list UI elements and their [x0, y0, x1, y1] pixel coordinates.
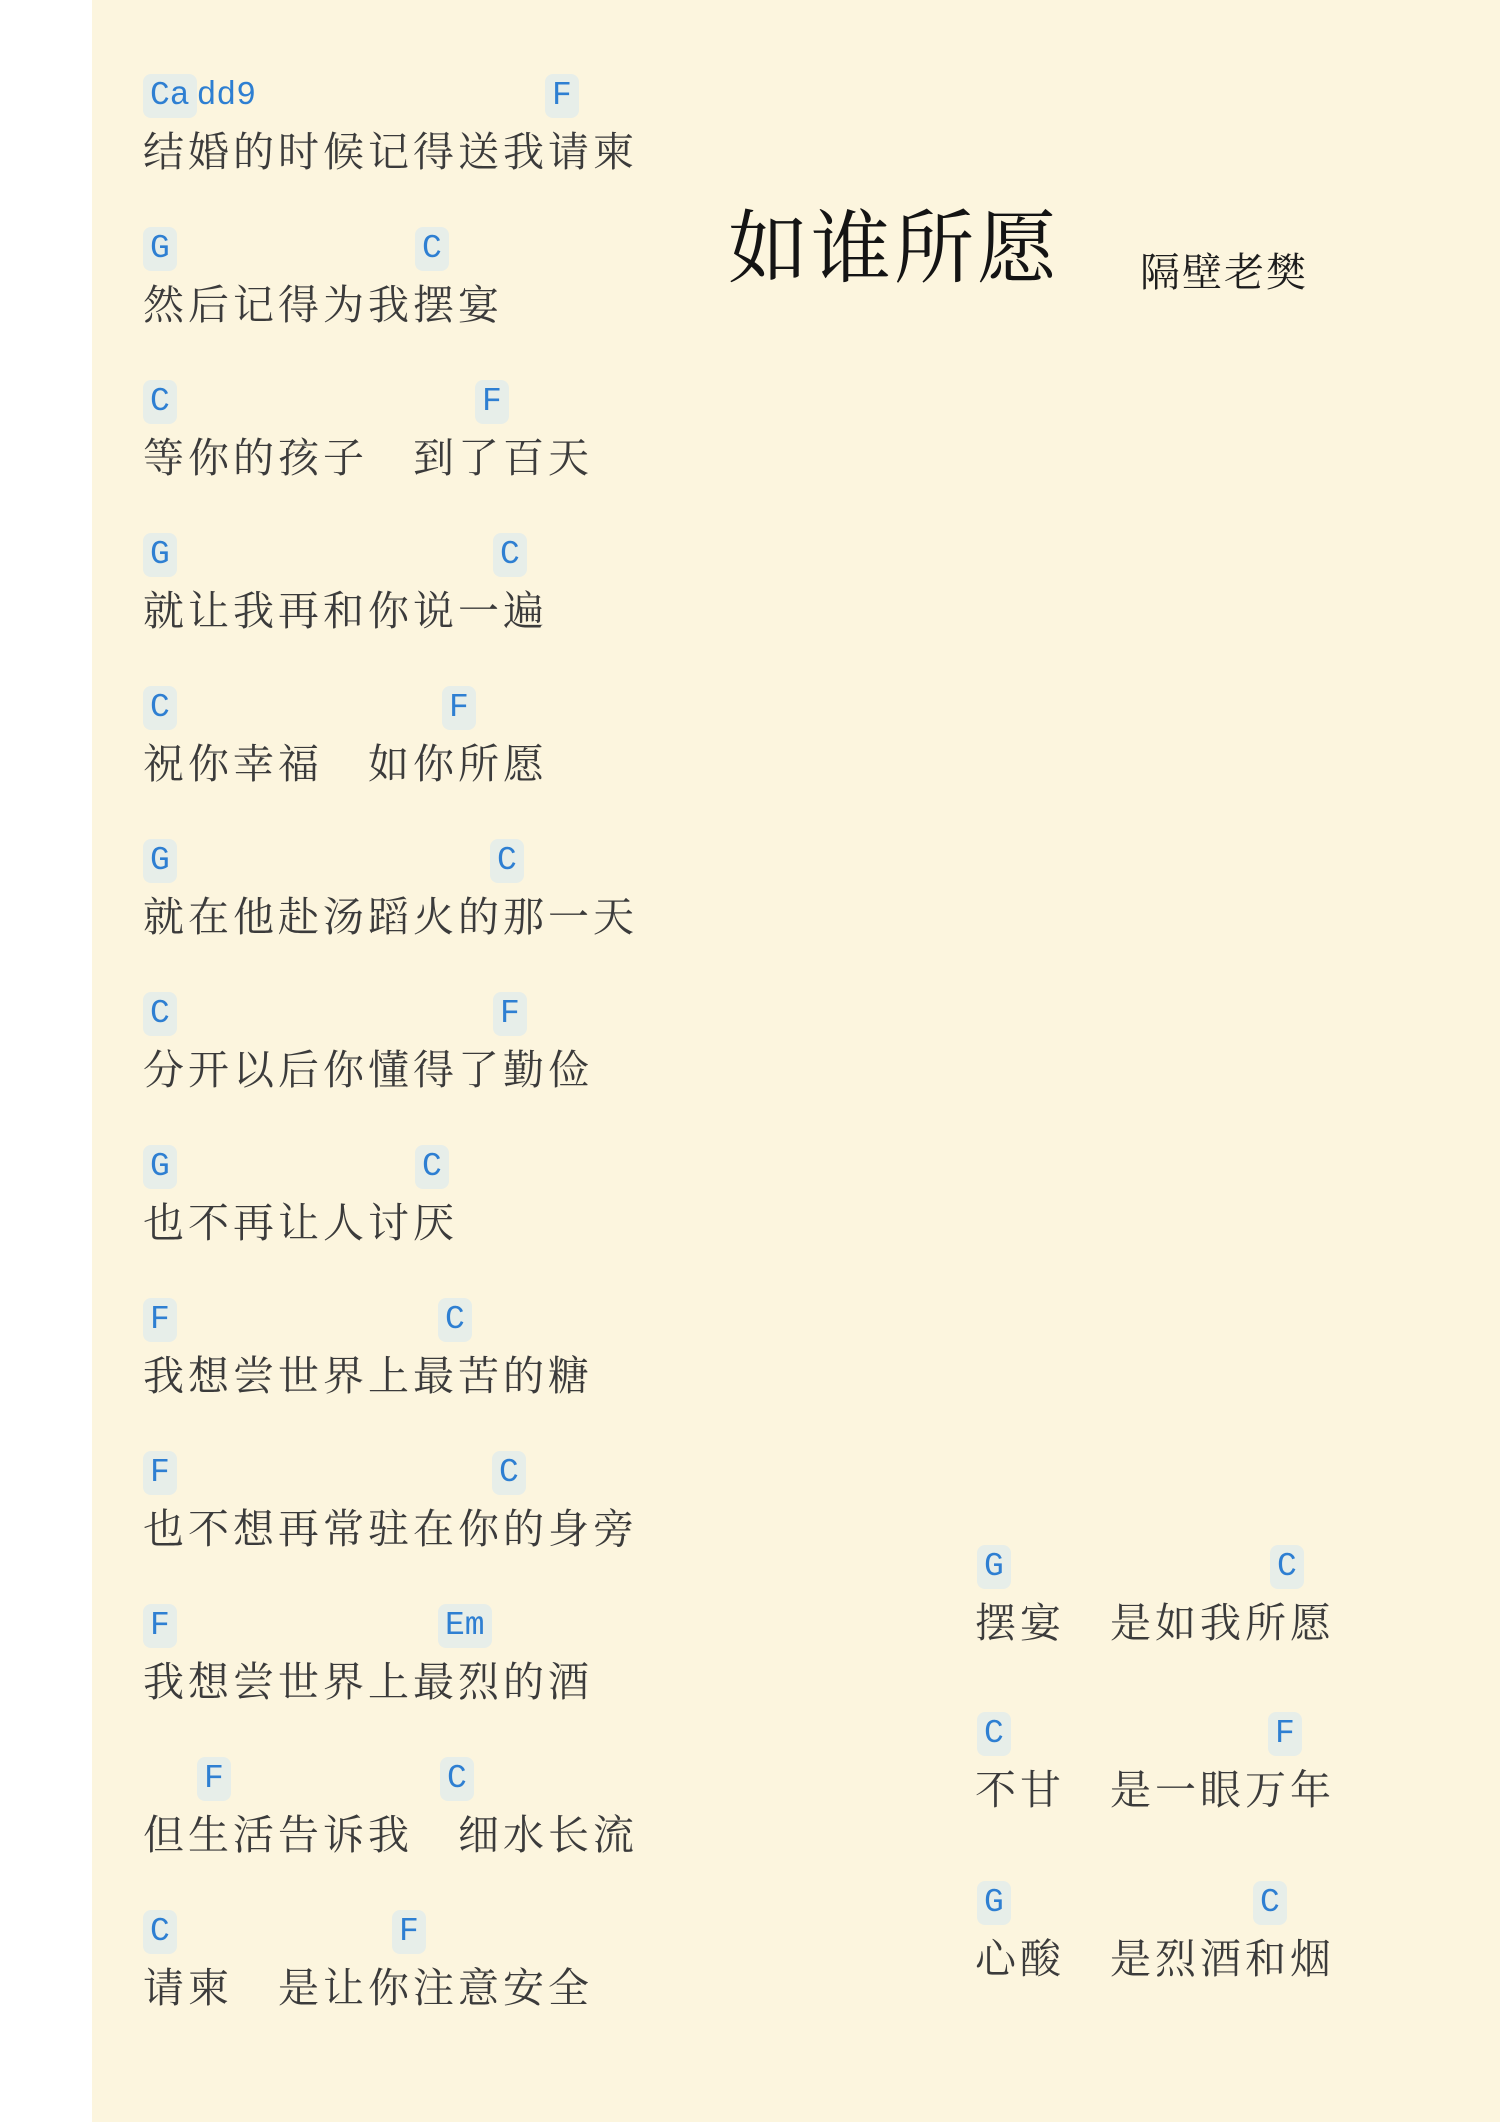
chord-badge-c[interactable] — [490, 839, 524, 883]
chord-label: F — [143, 1604, 177, 1648]
chord-badge-c[interactable] — [977, 1712, 1011, 1756]
chord-badge-c[interactable] — [143, 686, 177, 730]
lyric-line: 但生活告诉我 细水长流 — [143, 1812, 638, 1858]
chord-badge-f[interactable] — [475, 380, 509, 424]
lyric-line: 摆宴 是如我所愿 — [975, 1600, 1335, 1646]
chord-badge-f[interactable] — [493, 992, 527, 1036]
lyric-line: 就让我再和你说一遍 — [143, 588, 548, 634]
chord-badge-c[interactable] — [493, 533, 527, 577]
chord-badge-c[interactable] — [143, 1910, 177, 1954]
chord-label: C — [1253, 1881, 1287, 1925]
chord-label: G — [143, 839, 177, 883]
chord-label: G — [977, 1545, 1011, 1589]
chord-badge-g[interactable] — [143, 533, 177, 577]
chord-badge-c[interactable] — [492, 1451, 526, 1495]
chord-label: C — [143, 992, 177, 1036]
chord-label: C — [493, 533, 527, 577]
chord-label: F — [143, 1298, 177, 1342]
chord-badge-c[interactable] — [440, 1757, 474, 1801]
artist-name: 隔壁老樊 — [1140, 250, 1308, 295]
chord-label: C — [415, 1145, 449, 1189]
chord-badge-em[interactable] — [438, 1604, 492, 1648]
chord-badge-c[interactable] — [415, 227, 449, 271]
chord-label: C — [143, 686, 177, 730]
lyric-line: 然后记得为我摆宴 — [143, 282, 503, 328]
chord-label: C — [415, 227, 449, 271]
chord-label: C — [977, 1712, 1011, 1756]
chord-badge-c[interactable] — [415, 1145, 449, 1189]
lyric-line: 分开以后你懂得了勤俭 — [143, 1047, 593, 1093]
chord-badge-g[interactable] — [143, 227, 177, 271]
lyric-line: 心酸 是烈酒和烟 — [975, 1936, 1335, 1982]
chord-badge-c[interactable] — [143, 992, 177, 1036]
chord-label: F — [545, 74, 579, 118]
chord-label-suffix: dd9 — [196, 77, 257, 114]
chord-label: F — [1268, 1712, 1302, 1756]
chord-label: F — [197, 1757, 231, 1801]
lyric-line: 我想尝世界上最苦的糖 — [143, 1353, 593, 1399]
chord-label: F — [493, 992, 527, 1036]
chord-badge-f[interactable] — [197, 1757, 231, 1801]
chord-label: Em — [438, 1604, 492, 1648]
chord-label: C — [490, 839, 524, 883]
chord-label: C — [492, 1451, 526, 1495]
lyric-line: 不甘 是一眼万年 — [975, 1767, 1335, 1813]
chord-label: F — [143, 1451, 177, 1495]
chord-badge-f[interactable] — [143, 1451, 177, 1495]
chord-label: C — [440, 1757, 474, 1801]
chord-label: C — [1270, 1545, 1304, 1589]
chord-badge-g[interactable] — [977, 1881, 1011, 1925]
chord-label: G — [143, 533, 177, 577]
chord-label: G — [143, 227, 177, 271]
lyric-line: 也不想再常驻在你的身旁 — [143, 1506, 638, 1552]
chord-label: F — [442, 686, 476, 730]
chord-badge-g[interactable] — [977, 1545, 1011, 1589]
chord-badge-f[interactable] — [545, 74, 579, 118]
chord-label: C — [143, 1910, 177, 1954]
lyric-line: 也不再让人讨厌 — [143, 1200, 458, 1246]
chord-label: G — [977, 1881, 1011, 1925]
chord-label: C — [438, 1298, 472, 1342]
chord-label: Ca — [143, 74, 197, 118]
chord-badge-cadd9[interactable] — [143, 74, 256, 118]
song-title: 如谁所愿 — [728, 206, 1060, 294]
chord-badge-f[interactable] — [392, 1910, 426, 1954]
chord-badge-f[interactable] — [143, 1298, 177, 1342]
chord-badge-f[interactable] — [143, 1604, 177, 1648]
lyric-line: 结婚的时候记得送我请柬 — [143, 129, 638, 175]
chord-badge-g[interactable] — [143, 839, 177, 883]
lyric-line: 我想尝世界上最烈的酒 — [143, 1659, 593, 1705]
chord-badge-f[interactable] — [442, 686, 476, 730]
chord-badge-f[interactable] — [1268, 1712, 1302, 1756]
chord-badge-c[interactable] — [1270, 1545, 1304, 1589]
chord-badge-c[interactable] — [143, 380, 177, 424]
chord-label: F — [392, 1910, 426, 1954]
chord-badge-c[interactable] — [1253, 1881, 1287, 1925]
chord-label: C — [143, 380, 177, 424]
chord-badge-c[interactable] — [438, 1298, 472, 1342]
lyric-line: 就在他赴汤蹈火的那一天 — [143, 894, 638, 940]
chord-badge-g[interactable] — [143, 1145, 177, 1189]
lyric-line: 请柬 是让你注意安全 — [143, 1965, 593, 2011]
chord-label: F — [475, 380, 509, 424]
chord-label: G — [143, 1145, 177, 1189]
lyric-line: 等你的孩子 到了百天 — [143, 435, 593, 481]
lyric-line: 祝你幸福 如你所愿 — [143, 741, 548, 787]
